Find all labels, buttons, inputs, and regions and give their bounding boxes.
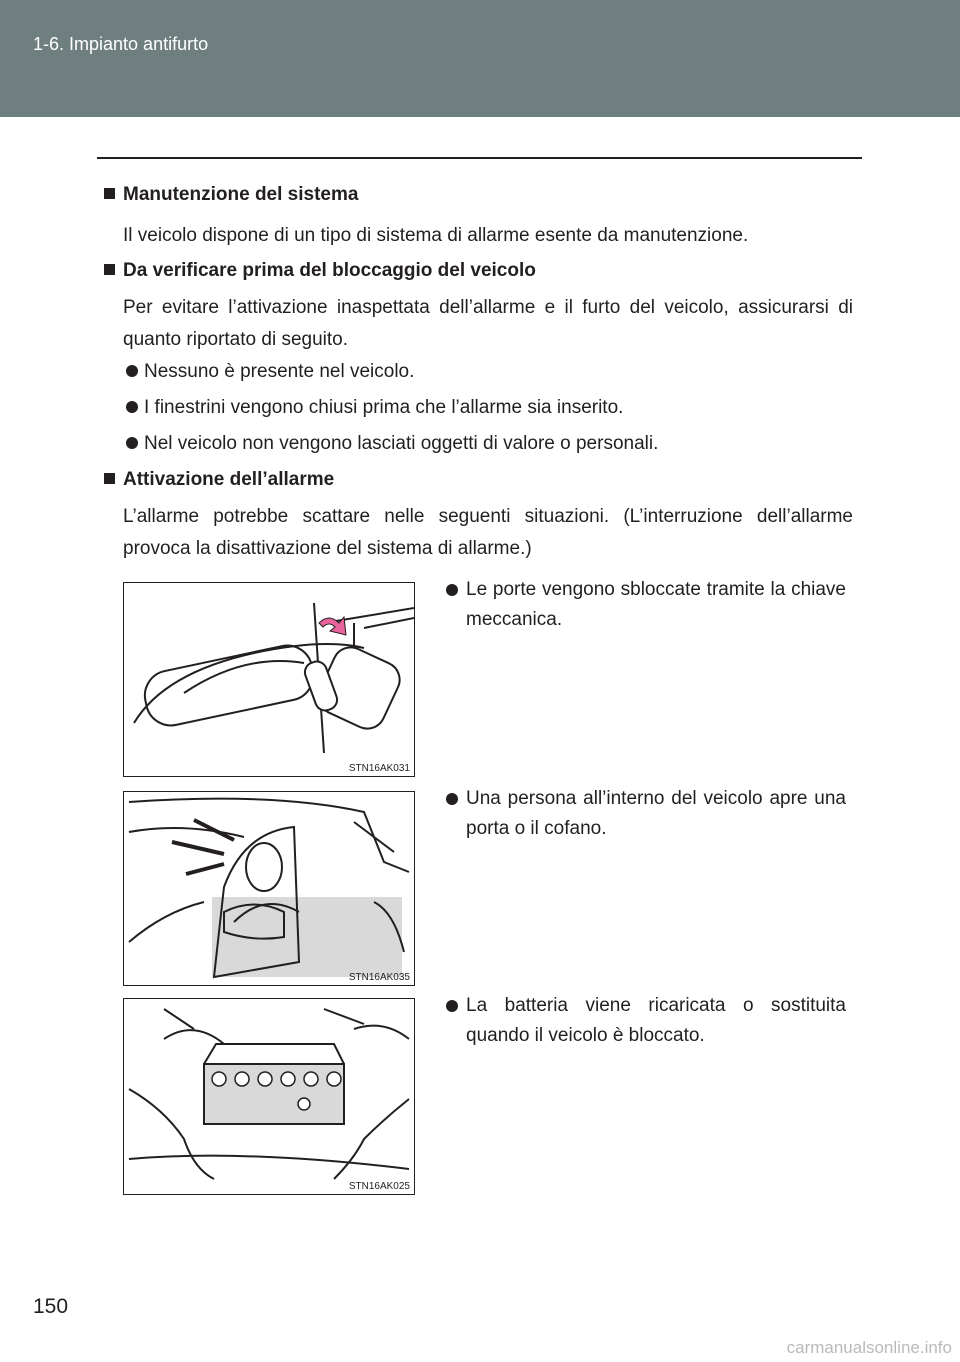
person-opening-door-illustration [123,791,415,986]
list-item: Nessuno è presente nel veicolo. [126,361,414,383]
battery-replacement-illustration [123,998,415,1195]
figure-code: STN16AK025 [348,1181,410,1192]
page-number: 150 [33,1295,69,1318]
list-item: La batteria viene ricaricata o sostituita quando il veicolo è bloccato. [446,991,846,1051]
door-key-illustration [123,582,415,777]
list-item: Una persona all’interno del veicolo apre una porta o il cofano. [446,784,846,844]
figure-code: STN16AK035 [348,972,410,983]
square-bullet-icon [104,473,115,484]
list-item: Le porte vengono sbloccate tramite la chiave meccanica. [446,575,846,635]
page-header [0,0,960,117]
paragraph-check-before-lock: Per evitare l’attivazione inaspettata dell’allarme e il furto del veicolo, assicurarsi di quanto riportato di seguito. [123,297,853,350]
list-item: I finestrini vengono chiusi prima che l’allarme sia inserito. [126,397,623,419]
section-heading-alarm-activation: Attivazione dell’allarme [104,469,334,491]
square-bullet-icon [104,188,115,199]
bullet-icon [126,437,138,449]
section-heading-check-before-lock: Da verificare prima del bloccaggio del veicolo [104,260,536,282]
divider [97,157,862,159]
figure-code: STN16AK031 [348,763,410,774]
list-item: Nel veicolo non vengono lasciati oggetti di valore o personali. [126,433,658,455]
paragraph-alarm-activation: L’allarme potrebbe scattare nelle seguenti situazioni. (L’interruzione dell’allarme provoca la disattivazione del sistema di allarme.) [123,506,853,559]
bullet-icon [126,365,138,377]
section-title: 1-6. Impianto antifurto [33,34,209,54]
bullet-icon [446,584,458,596]
bullet-icon [126,401,138,413]
square-bullet-icon [104,264,115,275]
watermark: carmanualsonline.info [786,1338,952,1357]
bullet-icon [446,1000,458,1012]
paragraph-maintenance: Il veicolo dispone di un tipo di sistema di allarme esente da manutenzione. [123,225,749,246]
bullet-icon [446,793,458,805]
section-heading-maintenance: Manutenzione del sistema [104,184,358,206]
